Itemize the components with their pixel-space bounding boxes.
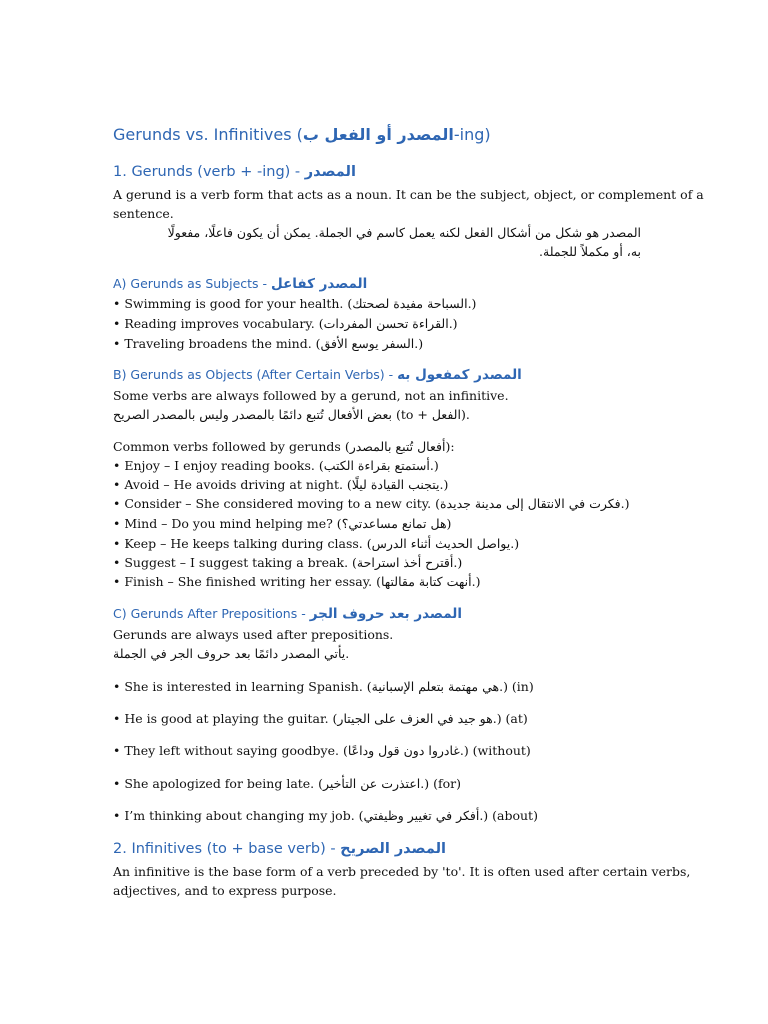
paragraph-line: Gerunds are always used after prepositions.: [113, 627, 394, 642]
section-heading-arabic: المصدر: [304, 164, 356, 180]
paragraph-line: Some verbs are always followed by a gerund, not an infinitive.: [113, 388, 509, 403]
section-heading-gerunds: [113, 162, 356, 182]
list-item: • Keep – He keeps talking during class. (يواصل الحديث أثناء الدرس.): [113, 536, 520, 551]
list-item: • Reading improves vocabulary. (القراءة تحسن المفردات.): [113, 316, 458, 331]
list-item: • They left without saying goodbye. (غادروا دون قول وداعًا.) (without): [113, 743, 531, 758]
paragraph-line: sentence.: [113, 206, 174, 221]
section-heading-english: 2. Infinitives (to + base verb) -: [113, 841, 341, 857]
arabic-line: بعض الأفعال تُتبع دائمًا بالمصدر وليس بالمصدر الصريح (to + الفعل).: [113, 407, 470, 422]
list-item: • Swimming is good for your health. (السباحة مفيدة لصحتك.): [113, 296, 477, 311]
subheading-subjects: [113, 275, 367, 293]
list-item: • Finish – She finished writing her essay. (أنهت كتابة مقالتها.): [113, 574, 481, 589]
list-item: • Consider – She considered moving to a new city. (فكرت في الانتقال إلى مدينة جديدة.): [113, 496, 630, 511]
title-english: Gerunds vs. Infinitives (: [113, 125, 303, 144]
paragraph-line: A gerund is a verb form that acts as a noun. It can be the subject, object, or complement of a: [113, 187, 704, 202]
section-heading-arabic: المصدر الصريح: [340, 841, 446, 857]
arabic-line: المصدر هو شكل من أشكال الفعل لكنه يعمل كاسم في الجملة. يمكن أن يكون فاعلًا، مفعولًا: [167, 225, 641, 240]
list-item: • She apologized for being late. (اعتذرت عن التأخير.) (for): [113, 776, 461, 791]
subheading-english: B) Gerunds as Objects (After Certain Verbs) -: [113, 367, 398, 382]
subheading-prepositions: [113, 605, 462, 623]
subheading-english: C) Gerunds After Prepositions -: [113, 606, 310, 621]
paragraph-line: adjectives, and to express purpose.: [113, 883, 337, 898]
subheading-arabic: المصدر كمفعول به: [397, 367, 522, 383]
list-item: • I’m thinking about changing my job. (أفكر في تغيير وظيفتي.) (about): [113, 808, 538, 823]
paragraph-line: Common verbs followed by gerunds (أفعال تُتبع بالمصدر):: [113, 439, 455, 454]
list-item: • Avoid – He avoids driving at night. (يتجنب القيادة ليلًا.): [113, 477, 449, 492]
list-item: • Suggest – I suggest taking a break. (أقترح أخذ استراحة.): [113, 555, 463, 570]
subheading-arabic: المصدر بعد حروف الجر: [309, 606, 462, 622]
title-suffix: -ing): [453, 125, 491, 144]
arabic-line: يأتي المصدر دائمًا بعد حروف الجر في الجملة.: [113, 646, 350, 661]
list-item: • He is good at playing the guitar. (هو جيد في العزف على الجيتار.) (at): [113, 711, 528, 726]
subheading-english: A) Gerunds as Subjects -: [113, 276, 272, 291]
title-arabic: المصدر أو الفعل ب: [302, 125, 454, 144]
paragraph-line: An infinitive is the base form of a verb preceded by 'to'. It is often used after certain verbs,: [113, 864, 691, 879]
section-heading-english: 1. Gerunds (verb + -ing) -: [113, 164, 305, 180]
subheading-arabic: المصدر كفاعل: [271, 276, 368, 292]
arabic-line: به، أو مكملاً للجملة.: [539, 244, 641, 259]
subheading-objects: [113, 366, 522, 384]
list-item: • Enjoy – I enjoy reading books. (أستمتع بقراءة الكتب.): [113, 458, 439, 473]
section-heading-infinitives: [113, 839, 446, 859]
list-item: • Mind – Do you mind helping me? (هل تمانع مساعدتي؟): [113, 516, 452, 531]
list-item: • Traveling broadens the mind. (السفر يوسع الأفق.): [113, 336, 424, 351]
document-title: [113, 124, 491, 146]
list-item: • She is interested in learning Spanish. (هي مهتمة بتعلم الإسبانية.) (in): [113, 679, 534, 694]
